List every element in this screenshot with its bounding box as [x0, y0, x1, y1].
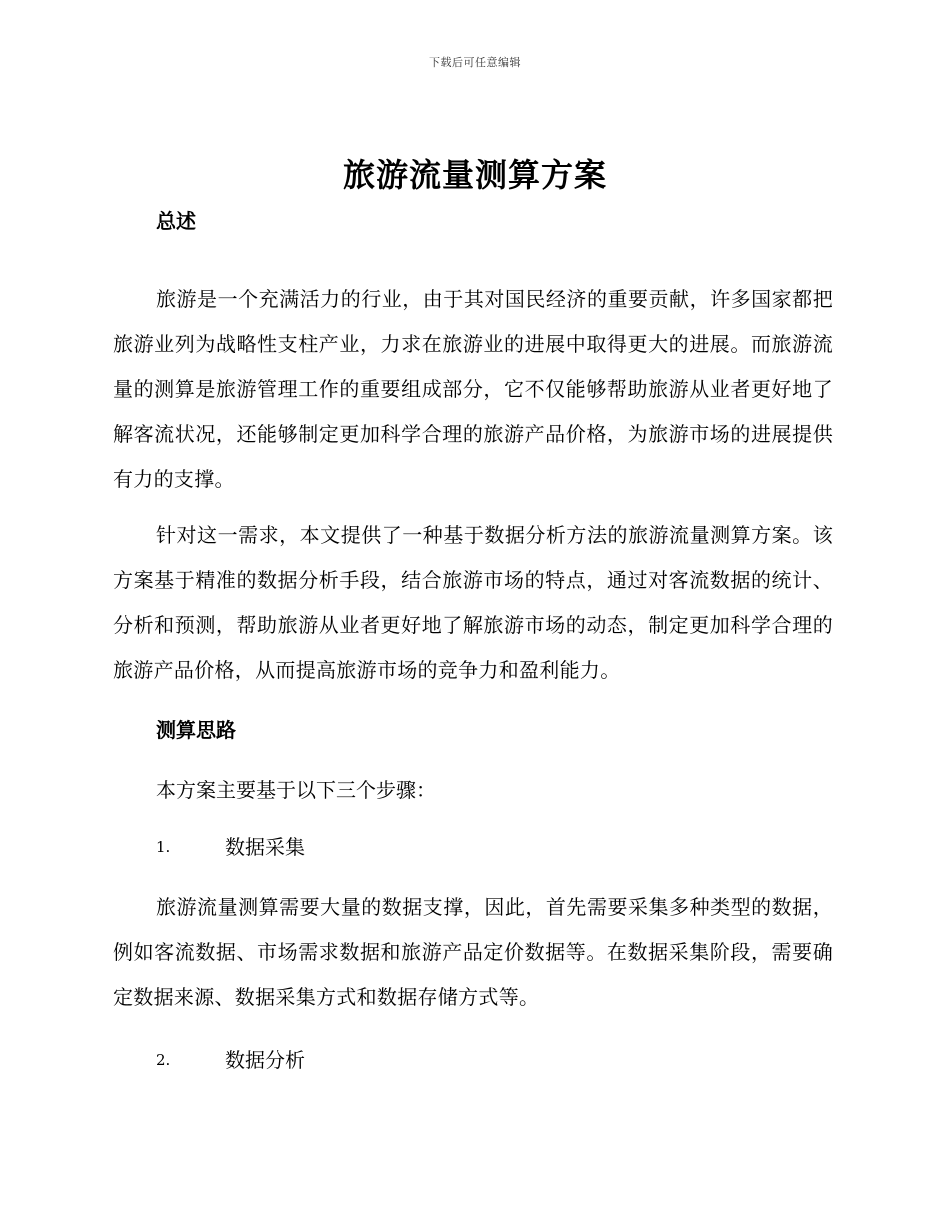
list-label: 数据采集 — [225, 835, 305, 859]
list-number: 2. — [156, 1051, 171, 1069]
approach-intro: 本方案主要基于以下三个步骤： — [156, 778, 436, 802]
list-label: 数据分析 — [225, 1048, 305, 1072]
list-item-step-1 — [113, 832, 833, 862]
section-heading-overview: 总述 — [156, 209, 196, 233]
overview-paragraph-2: 针对这一需求，本文提供了一种基于数据分析方法的旅游流量测算方案。该方案基于精准的数据分析手段，结合旅游市场的特点，通过对客流数据的统计、分析和预测，帮助旅游从业者更好地了解旅游市场的动态，制定更加科学合理的旅游产品价格，从而提高旅游市场的竞争力和盈利能力。 — [113, 523, 833, 682]
list-number: 1. — [156, 838, 171, 856]
document-body — [113, 206, 833, 1075]
overview-paragraph-1: 旅游是一个充满活力的行业，由于其对国民经济的重要贡献，许多国家都把旅游业列为战略性支柱产业，力求在旅游业的进展中取得更大的进展。而旅游流量的测算是旅游管理工作的重要组成部分，它不仅能够帮助旅游从业者更好地了解客流状况，还能够制定更加科学合理的旅游产品价格，为旅游市场的进展提供有力的支撑。 — [113, 287, 833, 491]
page-header-note: 下载后可任意编辑 — [429, 56, 521, 69]
list-item-step-2 — [113, 1045, 833, 1075]
section-heading-approach: 测算思路 — [156, 718, 236, 742]
step-1-paragraph: 旅游流量测算需要大量的数据支撑，因此，首先需要采集多种类型的数据，例如客流数据、市场需求数据和旅游产品定价数据等。在数据采集阶段，需要确定数据来源、数据采集方式和数据存储方式等。 — [113, 895, 833, 1009]
document-title: 旅游流量测算方案 — [342, 156, 607, 194]
